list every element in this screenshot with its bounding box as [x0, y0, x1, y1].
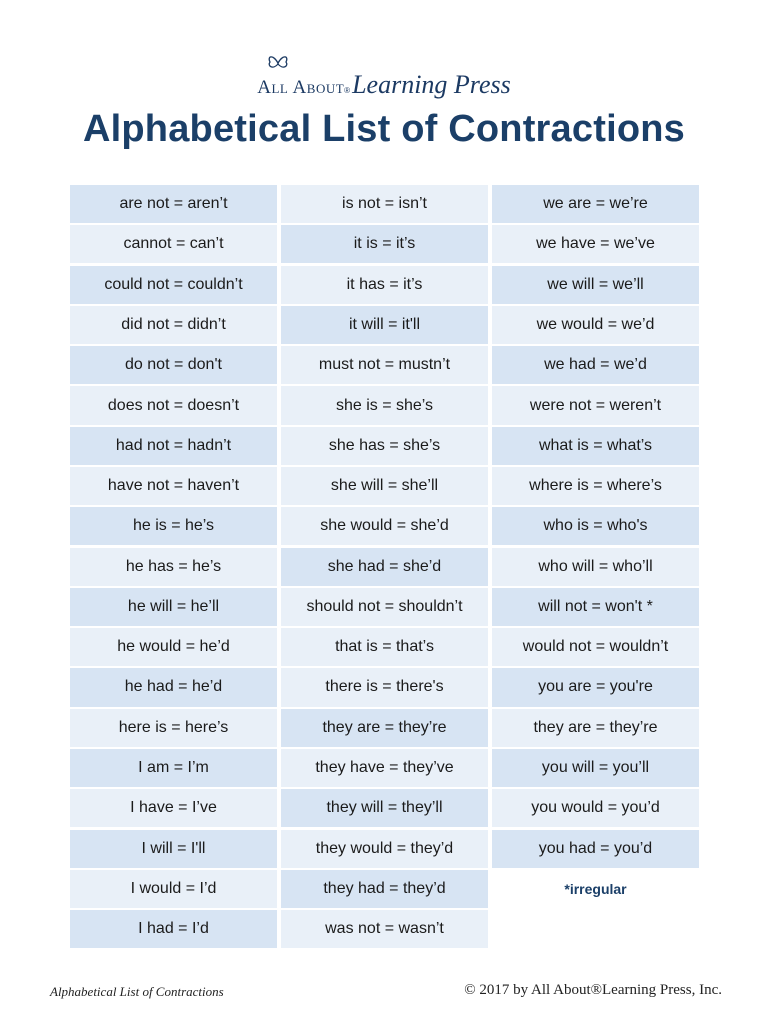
contraction-cell: what is = what’s	[492, 427, 699, 465]
logo-registered: ®	[344, 86, 351, 95]
column-1	[70, 185, 277, 948]
contraction-cell: do not = don't	[70, 346, 277, 384]
contraction-cell: I have = I’ve	[70, 789, 277, 827]
contraction-cell: here is = here’s	[70, 709, 277, 747]
contraction-cell: would not = wouldn’t	[492, 628, 699, 666]
contraction-cell: you are = you're	[492, 668, 699, 706]
contraction-cell: will not = won't *	[492, 588, 699, 626]
contraction-cell: I would = I’d	[70, 870, 277, 908]
butterfly-icon	[267, 54, 289, 72]
contraction-cell: we are = we’re	[492, 185, 699, 223]
contraction-cell: I am = I’m	[70, 749, 277, 787]
contraction-cell: we had = we’d	[492, 346, 699, 384]
contraction-cell: they are = they’re	[492, 709, 699, 747]
contraction-cell: I had = I’d	[70, 910, 277, 948]
contraction-cell: was not = wasn’t	[281, 910, 488, 948]
page-title: Alphabetical List of Contractions	[83, 108, 685, 150]
contraction-cell: we have = we’ve	[492, 225, 699, 263]
contraction-cell: must not = mustn’t	[281, 346, 488, 384]
contraction-cell: could not = couldn’t	[70, 266, 277, 304]
contraction-cell: they are = they’re	[281, 709, 488, 747]
contraction-cell: I will = I'll	[70, 830, 277, 868]
contraction-cell: are not = aren’t	[70, 185, 277, 223]
contraction-cell: she will = she’ll	[281, 467, 488, 505]
contraction-cell: she would = she’d	[281, 507, 488, 545]
contraction-cell: were not = weren’t	[492, 386, 699, 424]
contraction-cell: who will = who’ll	[492, 548, 699, 586]
contraction-cell: had not = hadn’t	[70, 427, 277, 465]
contractions-grid	[70, 185, 699, 948]
contraction-cell: there is = there's	[281, 668, 488, 706]
contraction-cell: he will = he’ll	[70, 588, 277, 626]
contraction-cell: she is = she’s	[281, 386, 488, 424]
contraction-cell: they have = they’ve	[281, 749, 488, 787]
contraction-cell: they had = they’d	[281, 870, 488, 908]
contraction-cell: we will = we’ll	[492, 266, 699, 304]
contraction-cell: you had = you’d	[492, 830, 699, 868]
contraction-cell: he is = he’s	[70, 507, 277, 545]
contraction-cell: should not = shouldn’t	[281, 588, 488, 626]
footer-title: Alphabetical List of Contractions	[50, 984, 224, 999]
column-3	[492, 185, 699, 948]
contraction-cell: does not = doesn’t	[70, 386, 277, 424]
irregular-note: *irregular	[564, 880, 627, 897]
contraction-cell: you would = you’d	[492, 789, 699, 827]
contraction-cell: he had = he’d	[70, 668, 277, 706]
contraction-cell: cannot = can’t	[70, 225, 277, 263]
contraction-cell: it has = it’s	[281, 266, 488, 304]
contraction-cell: is not = isn’t	[281, 185, 488, 223]
contraction-cell: we would = we’d	[492, 306, 699, 344]
logo-text-learning-press: Learning Press	[352, 70, 511, 99]
contraction-cell: it will = it'll	[281, 306, 488, 344]
contraction-cell: it is = it’s	[281, 225, 488, 263]
contraction-cell: they will = they’ll	[281, 789, 488, 827]
contraction-cell: that is = that’s	[281, 628, 488, 666]
brand-logo	[0, 44, 768, 100]
column-2	[281, 185, 488, 948]
contraction-cell: where is = where’s	[492, 467, 699, 505]
contraction-cell: she has = she’s	[281, 427, 488, 465]
logo-text-all-about: All About	[257, 77, 345, 98]
contraction-cell: they would = they’d	[281, 830, 488, 868]
contraction-cell: he would = he’d	[70, 628, 277, 666]
contraction-cell: he has = he’s	[70, 548, 277, 586]
contraction-cell: who is = who's	[492, 507, 699, 545]
contraction-cell: she had = she’d	[281, 548, 488, 586]
contraction-cell: did not = didn’t	[70, 306, 277, 344]
contraction-cell: you will = you’ll	[492, 749, 699, 787]
footer-copyright: © 2017 by All About®Learning Press, Inc.	[464, 982, 722, 998]
contraction-cell: have not = haven’t	[70, 467, 277, 505]
